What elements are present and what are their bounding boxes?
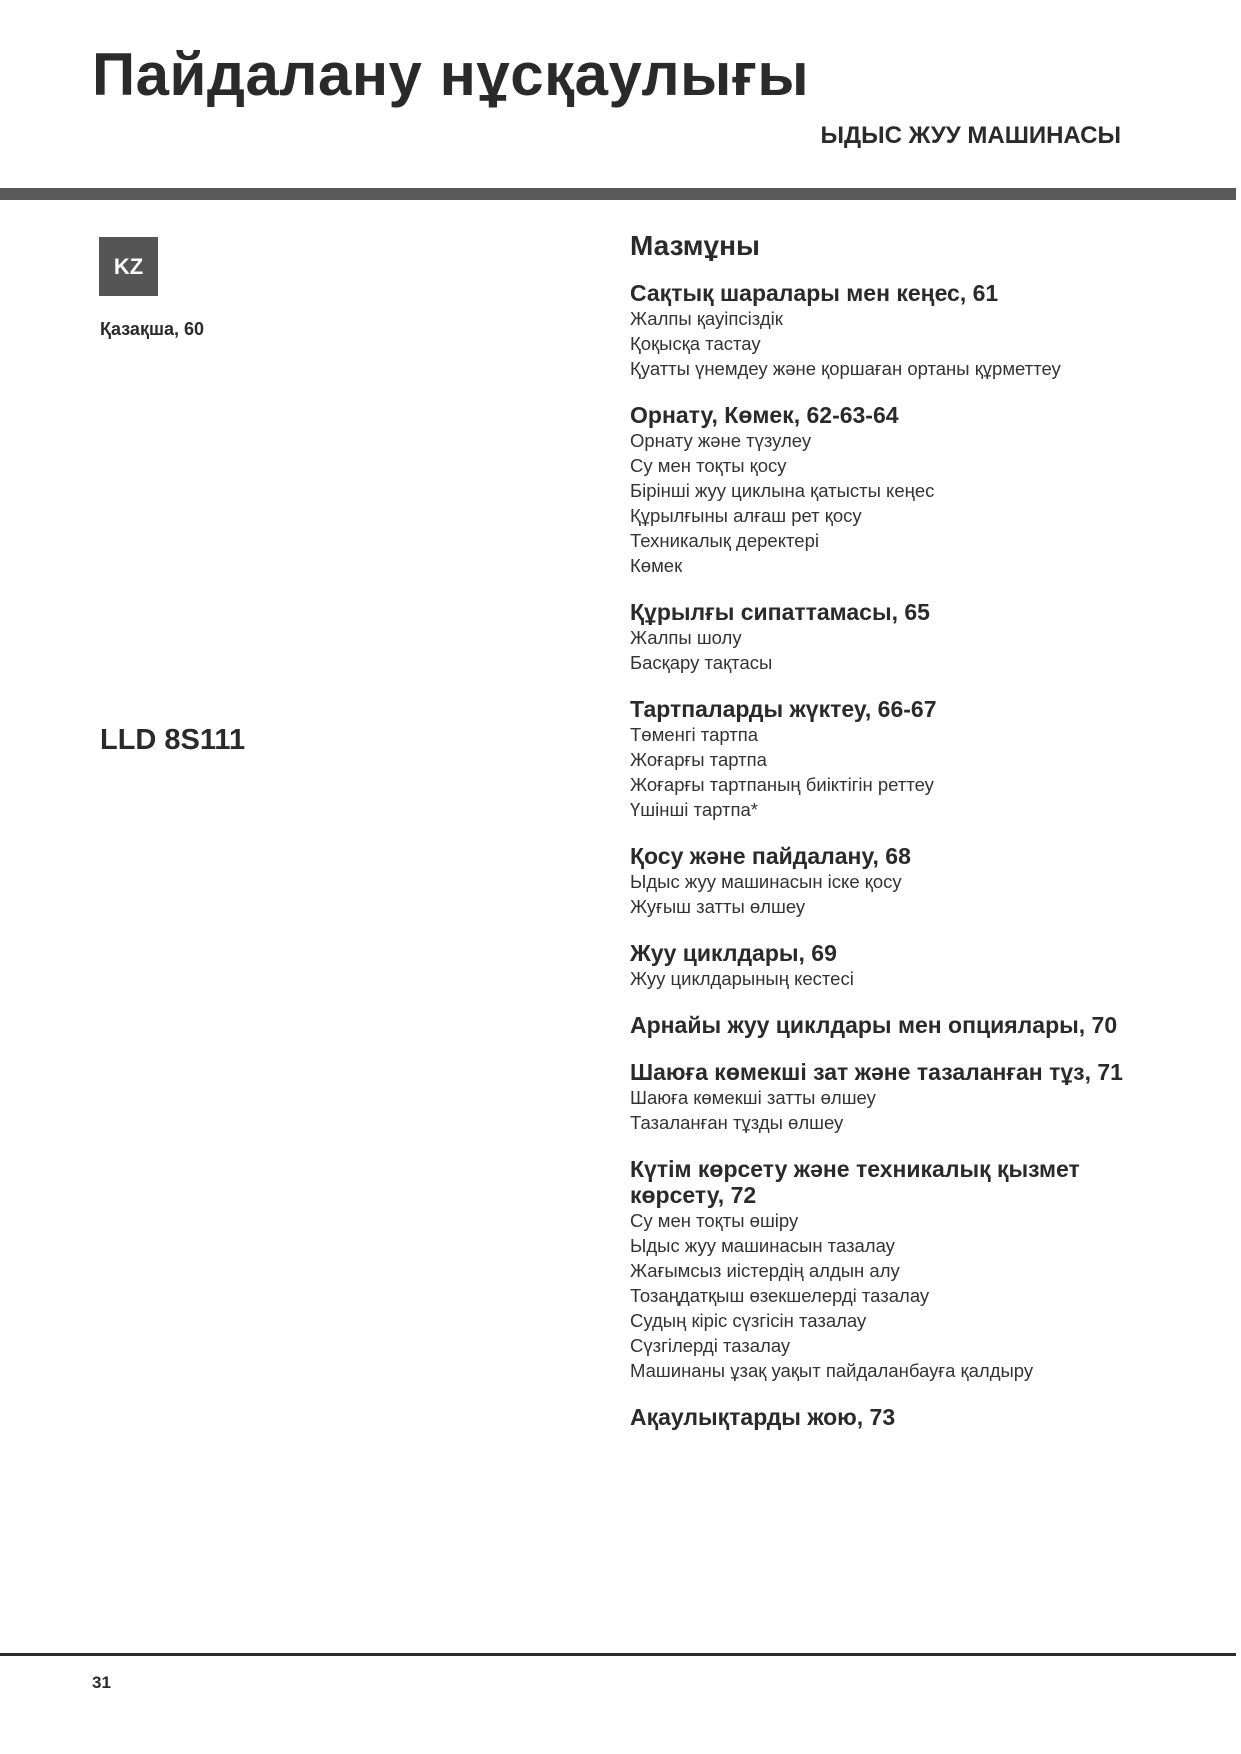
toc-item[interactable]: Жалпы шолу [630,627,742,648]
page-number: 31 [92,1673,111,1692]
toc-section [630,696,1140,822]
toc-item[interactable]: Жалпы қауіпсіздік [630,308,783,329]
product-subtitle: ЫДЫС ЖУУ МАШИНАСЫ [820,122,1121,149]
toc-item[interactable]: Қуатты үнемдеу және қоршаған ортаны құрметтеу [630,358,1061,379]
toc-section [630,599,1140,675]
toc-heading: Мазмұны [630,230,760,261]
toc-item[interactable]: Жуғыш затты өлшеу [630,896,806,917]
footer-divider [0,1653,1236,1656]
toc-section-title[interactable]: Құрылғы сипаттамасы, 65 [630,599,930,625]
toc-section [630,402,1140,578]
page-title: Пайдалану нұсқаулығы [92,41,810,108]
language-link[interactable]: Қазақша, 60 [100,319,204,339]
toc-section-title[interactable]: Арнайы жуу циклдары мен опциялары, 70 [630,1012,1118,1038]
toc-item[interactable]: Төменгі тартпа [630,724,759,745]
toc-section [630,1059,1140,1135]
toc-item[interactable]: Машинаны ұзақ уақыт пайдаланбауға қалдыру [630,1360,1034,1381]
toc-section-title[interactable]: Сақтық шаралары мен кеңес, 61 [630,280,999,306]
toc-item[interactable]: Тозаңдатқыш өзекшелерді тазалау [630,1285,930,1306]
toc-item[interactable]: Қоқысқа тастау [630,333,761,354]
toc-section [630,843,1140,919]
toc-item[interactable]: Тазаланған тұзды өлшеу [630,1112,844,1133]
toc-item[interactable]: Техникалық деректері [630,530,819,551]
toc-item[interactable]: Сүзгілерді тазалау [630,1335,791,1356]
language-badge: KZ [99,237,158,296]
toc-section [630,280,1140,381]
toc-item[interactable]: Ыдыс жуу машинасын іске қосу [630,871,902,892]
toc-item[interactable]: Судың кіріс сүзгісін тазалау [630,1310,867,1331]
toc-item[interactable]: Көмек [630,555,683,576]
toc-section [630,1156,1140,1383]
toc-item[interactable]: Бірінші жуу циклына қатысты кеңес [630,480,935,501]
toc-item[interactable]: Жоғарғы тартпаның биіктігін реттеу [630,774,934,795]
toc-section-title[interactable]: Күтім көрсету және техникалық қызмет көрсету, 72 [630,1156,1080,1208]
toc-section [630,940,1140,991]
toc-section [630,1404,1140,1430]
toc-item[interactable]: Үшінші тартпа* [630,799,758,820]
table-of-contents [630,230,1140,1451]
header-divider [0,188,1236,200]
toc-item[interactable]: Басқару тақтасы [630,652,773,673]
toc-section-title[interactable]: Орнату, Көмек, 62-63-64 [630,402,899,428]
toc-section-title[interactable]: Жуу циклдары, 69 [630,940,837,966]
toc-section-title[interactable]: Ақаулықтарды жою, 73 [630,1404,896,1430]
toc-item[interactable]: Жағымсыз иістердің алдын алу [630,1260,900,1281]
toc-section-title[interactable]: Тартпаларды жүктеу, 66-67 [630,696,937,722]
toc-section-title[interactable]: Шаюға көмекші зат және тазаланған тұз, 71 [630,1059,1123,1085]
toc-item[interactable]: Орнату және түзулеу [630,430,812,451]
toc-item[interactable]: Жоғарғы тартпа [630,749,767,770]
toc-section-title[interactable]: Қосу және пайдалану, 68 [630,843,911,869]
toc-item[interactable]: Құрылғыны алғаш рет қосу [630,505,862,526]
toc-item[interactable]: Жуу циклдарының кестесі [630,968,854,989]
toc-item[interactable]: Шаюға көмекші затты өлшеу [630,1087,876,1108]
toc-sections [630,280,1140,1430]
toc-section [630,1012,1140,1038]
toc-item[interactable]: Су мен тоқты қосу [630,455,787,476]
toc-item[interactable]: Су мен тоқты өшіру [630,1210,799,1231]
model-name: LLD 8S111 [100,724,246,756]
toc-item[interactable]: Ыдыс жуу машинасын тазалау [630,1235,895,1256]
